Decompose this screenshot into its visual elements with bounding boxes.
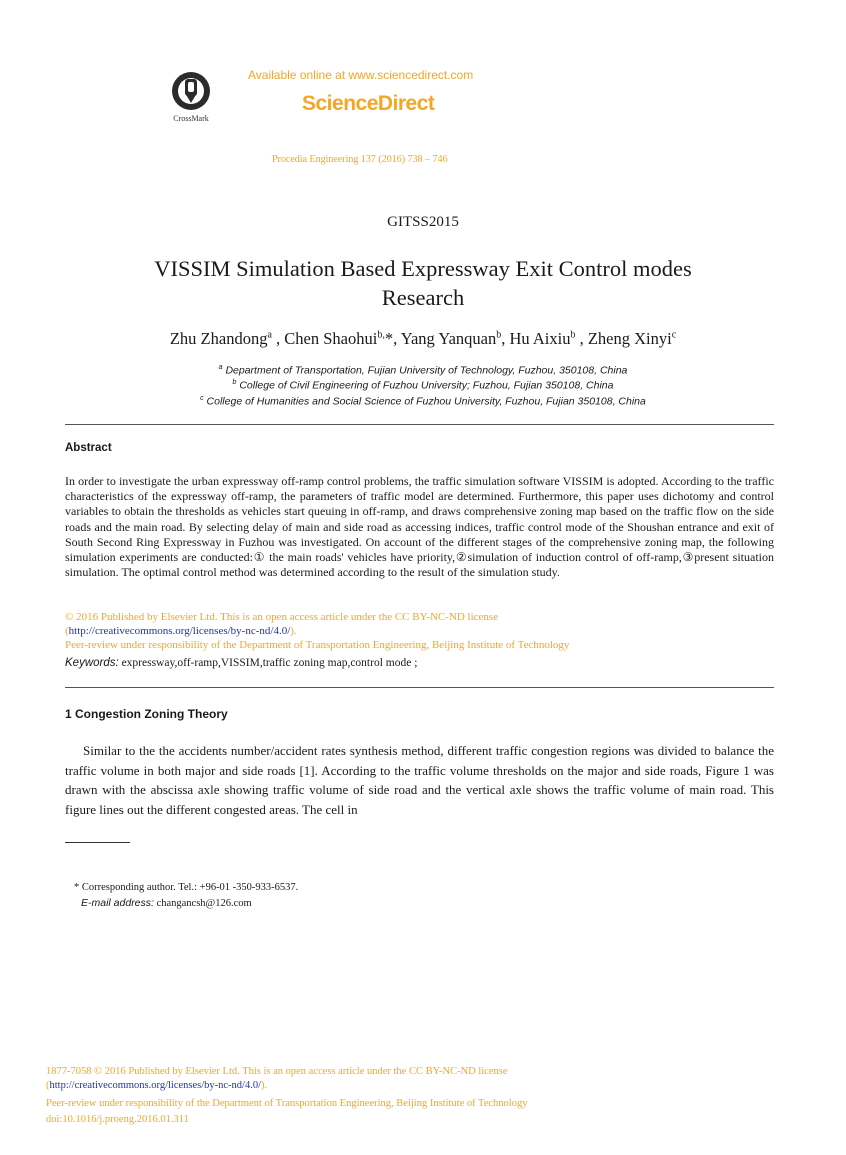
available-online-link[interactable]: Available online at www.sciencedirect.com — [248, 68, 474, 82]
footer-doi[interactable]: doi:10.1016/j.proeng.2016.01.311 — [46, 1114, 189, 1125]
paren-close: ). — [261, 1080, 268, 1091]
affiliation-text: College of Humanities and Social Science of Fuzhou University, Fuzhou, Fujian 350108, China — [206, 395, 646, 408]
conference-name: GITSS2015 — [387, 214, 459, 230]
email-line — [81, 897, 252, 909]
abstract-heading: Abstract — [65, 442, 112, 454]
peer-review-note: Peer-review under responsibility of the Department of Transportation Engineering, Beijing Institute of Technology — [65, 639, 570, 651]
title-line-2: Research — [381, 285, 465, 310]
affiliation-b — [0, 379, 846, 392]
affiliation-c — [0, 395, 846, 408]
affiliation-text: College of Civil Engineering of Fuzhou University; Fuzhou, Fujian 350108, China — [239, 379, 614, 392]
affiliation-sup: b — [232, 379, 237, 386]
paren-open: ( — [65, 625, 69, 637]
email-label: E-mail address: — [81, 897, 154, 909]
section-heading: 1 Congestion Zoning Theory — [65, 707, 228, 721]
author-sup: b — [570, 329, 576, 341]
footnote-rule — [65, 842, 130, 843]
keywords-label: Keywords: — [65, 657, 119, 669]
paren-open: ( — [46, 1080, 50, 1091]
author-name: Hu Aixiu — [509, 329, 571, 348]
divider — [65, 424, 774, 425]
paper-title — [60, 254, 786, 312]
affiliation-text: Department of Transportation, Fujian University of Technology, Fuzhou, 350108, China — [225, 364, 628, 377]
sciencedirect-logo: ScienceDirect — [302, 92, 435, 115]
footer-issn: 1877-7058 © 2016 Published by Elsevier Ltd. This is an open access article under the CC BY-NC-ND license — [46, 1066, 508, 1077]
paren-close: ). — [290, 625, 297, 637]
footer-url-line — [46, 1079, 267, 1093]
keywords — [65, 657, 417, 669]
author-separator: , — [575, 329, 588, 348]
author-sup: a — [267, 329, 272, 341]
author-sup: b, — [377, 329, 385, 341]
author-sup: b — [496, 329, 502, 341]
author-name: Chen Shaohui — [284, 329, 378, 348]
author-sup: c — [671, 329, 677, 341]
corresponding-author: * Corresponding author. Tel.: +96-01 -350-933-6537. — [74, 882, 299, 893]
section-body: Similar to the the accidents number/accident rates synthesis method, different traffic congestion regions was divided to balance the traffic volume in both major and side roads [1]. According to the traffic volume thresholds on the major and side roads, Figure 1 was drawn with the abscissa axle showing traffic volume of side road and the vertical axle shows the traffic volume of main road. This figure lines out the different congested areas. The cell in — [65, 743, 774, 817]
author-separator: *, — [384, 329, 401, 348]
crossmark-icon — [170, 70, 212, 112]
footer-license-link[interactable]: http://creativecommons.org/licenses/by-nc-nd/4.0/ — [49, 1080, 262, 1091]
email-address[interactable]: changancsh@126.com — [153, 898, 252, 909]
footer-peer-review: Peer-review under responsibility of the Department of Transportation Engineering, Beijing Institute of Technology — [46, 1098, 528, 1109]
divider — [65, 687, 774, 688]
crossmark-badge[interactable] — [163, 70, 219, 123]
author-name: Yang Yanquan — [400, 329, 497, 348]
title-line-1: VISSIM Simulation Based Expressway Exit Control modes — [154, 256, 692, 281]
author-name: Zhu Zhandong — [169, 329, 268, 348]
abstract-text: In order to investigate the urban expressway off-ramp control problems, the traffic simulation software VISSIM is adopted. According to the traffic characteristics of the expressway off-ramp, the parameters of traffic model are determined. Furthermore, this paper uses dichotomy and control variables to obtain the thresholds as vehicles start queuing in off-ramp, and draws comprehensive zoning map based on the traffic flow on the side roads and the main road. By selecting delay of main and side road as accessing indices, traffic control mode of the Shoushan entrance and exit of South Second Ring Expressway in Fuzhou was investigated. On account of the different stages of the comprehensive zoning map, the following simulation experiments are conducted:① the main roads' vehicles have priority,②simulation of induction control of off-ramp,③present situation simulation. The optimal control method was determined according to the result of the simulation study. — [65, 474, 774, 580]
license-link[interactable]: http://creativecommons.org/licenses/by-nc-nd/4.0/ — [68, 625, 291, 637]
license-copyright: © 2016 Published by Elsevier Ltd. This is an open access article under the CC BY-NC-ND license — [65, 611, 499, 623]
license-url-line — [65, 624, 297, 638]
author-separator: , — [501, 329, 510, 348]
journal-reference: Procedia Engineering 137 (2016) 738 – 746 — [272, 154, 448, 165]
crossmark-label: CrossMark — [173, 114, 209, 123]
keywords-list: expressway,off-ramp,VISSIM,traffic zoning map,control mode ; — [118, 657, 418, 669]
affiliation-a — [0, 364, 846, 377]
author-name: Zheng Xinyi — [587, 329, 672, 348]
author-separator: , — [271, 329, 285, 348]
affiliation-sup: c — [200, 395, 204, 402]
author-list — [0, 329, 846, 349]
affiliation-sup: a — [218, 364, 223, 371]
